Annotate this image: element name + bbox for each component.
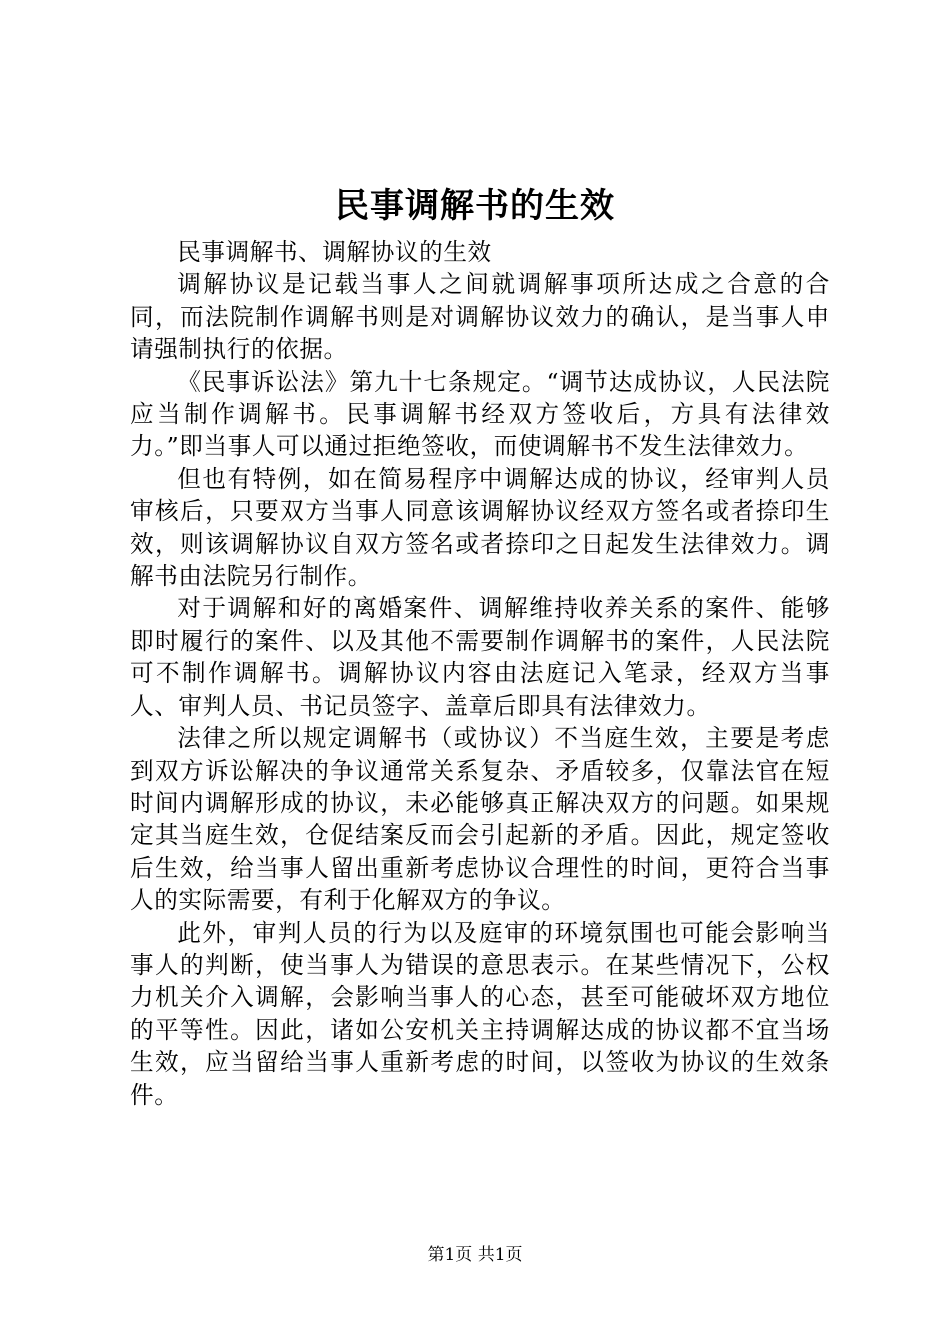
document-title: 民事调解书的生效 xyxy=(335,186,615,226)
paragraph-subtitle: 民事调解书、调解协议的生效 xyxy=(177,238,492,266)
paragraph: 但也有特例，如在简易程序中调解达成的协议，经审判人员审核后，只要双方当事人同意该调解协议经双方签名或者捺印生效，则该调解协议自双方签名或者捺印之日起发生法律效力。调解书由法院另行制作。 xyxy=(130,464,830,591)
page-number-footer: 第1页 共1页 xyxy=(427,1245,523,1265)
paragraph: 此外，审判人员的行为以及庭审的环境氛围也可能会影响当事人的判断，使当事人为错误的意思表示。在某些情况下，公权力机关介入调解，会影响当事人的心态，甚至可能破坏双方地位的平等性。因此，诸如公安机关主持调解达成的协议都不宜当场生效，应当留给当事人重新考虑的时间，以签收为协议的生效条件。 xyxy=(130,918,830,1109)
paragraph: 《民事诉讼法》第九十七条规定。“调节达成协议，人民法院应当制作调解书。民事调解书经双方签收后，方具有法律效力。”即当事人可以通过拒绝签收，而使调解书不发生法律效力。 xyxy=(130,367,830,461)
paragraph: 法律之所以规定调解书（或协议）不当庭生效，主要是考虑到双方诉讼解决的争议通常关系复杂、矛盾较多，仅靠法官在短时间内调解形成的协议，未必能够真正解决双方的问题。如果规定其当庭生效，仓促结案反而会引起新的矛盾。因此，规定签收后生效，给当事人留出重新考虑协议合理性的时间，更符合当事人的实际需要，有利于化解双方的争议。 xyxy=(130,724,830,915)
document-body xyxy=(130,236,830,1111)
paragraph: 对于调解和好的离婚案件、调解维持收养关系的案件、能够即时履行的案件、以及其他不需要制作调解书的案件，人民法院可不制作调解书。调解协议内容由法庭记入笔录，经双方当事人、审判人员、书记员签字、盖章后即具有法律效力。 xyxy=(130,594,830,720)
paragraph: 调解协议是记载当事人之间就调解事项所达成之合意的合同，而法院制作调解书则是对调解协议效力的确认，是当事人申请强制执行的依据。 xyxy=(130,270,830,364)
